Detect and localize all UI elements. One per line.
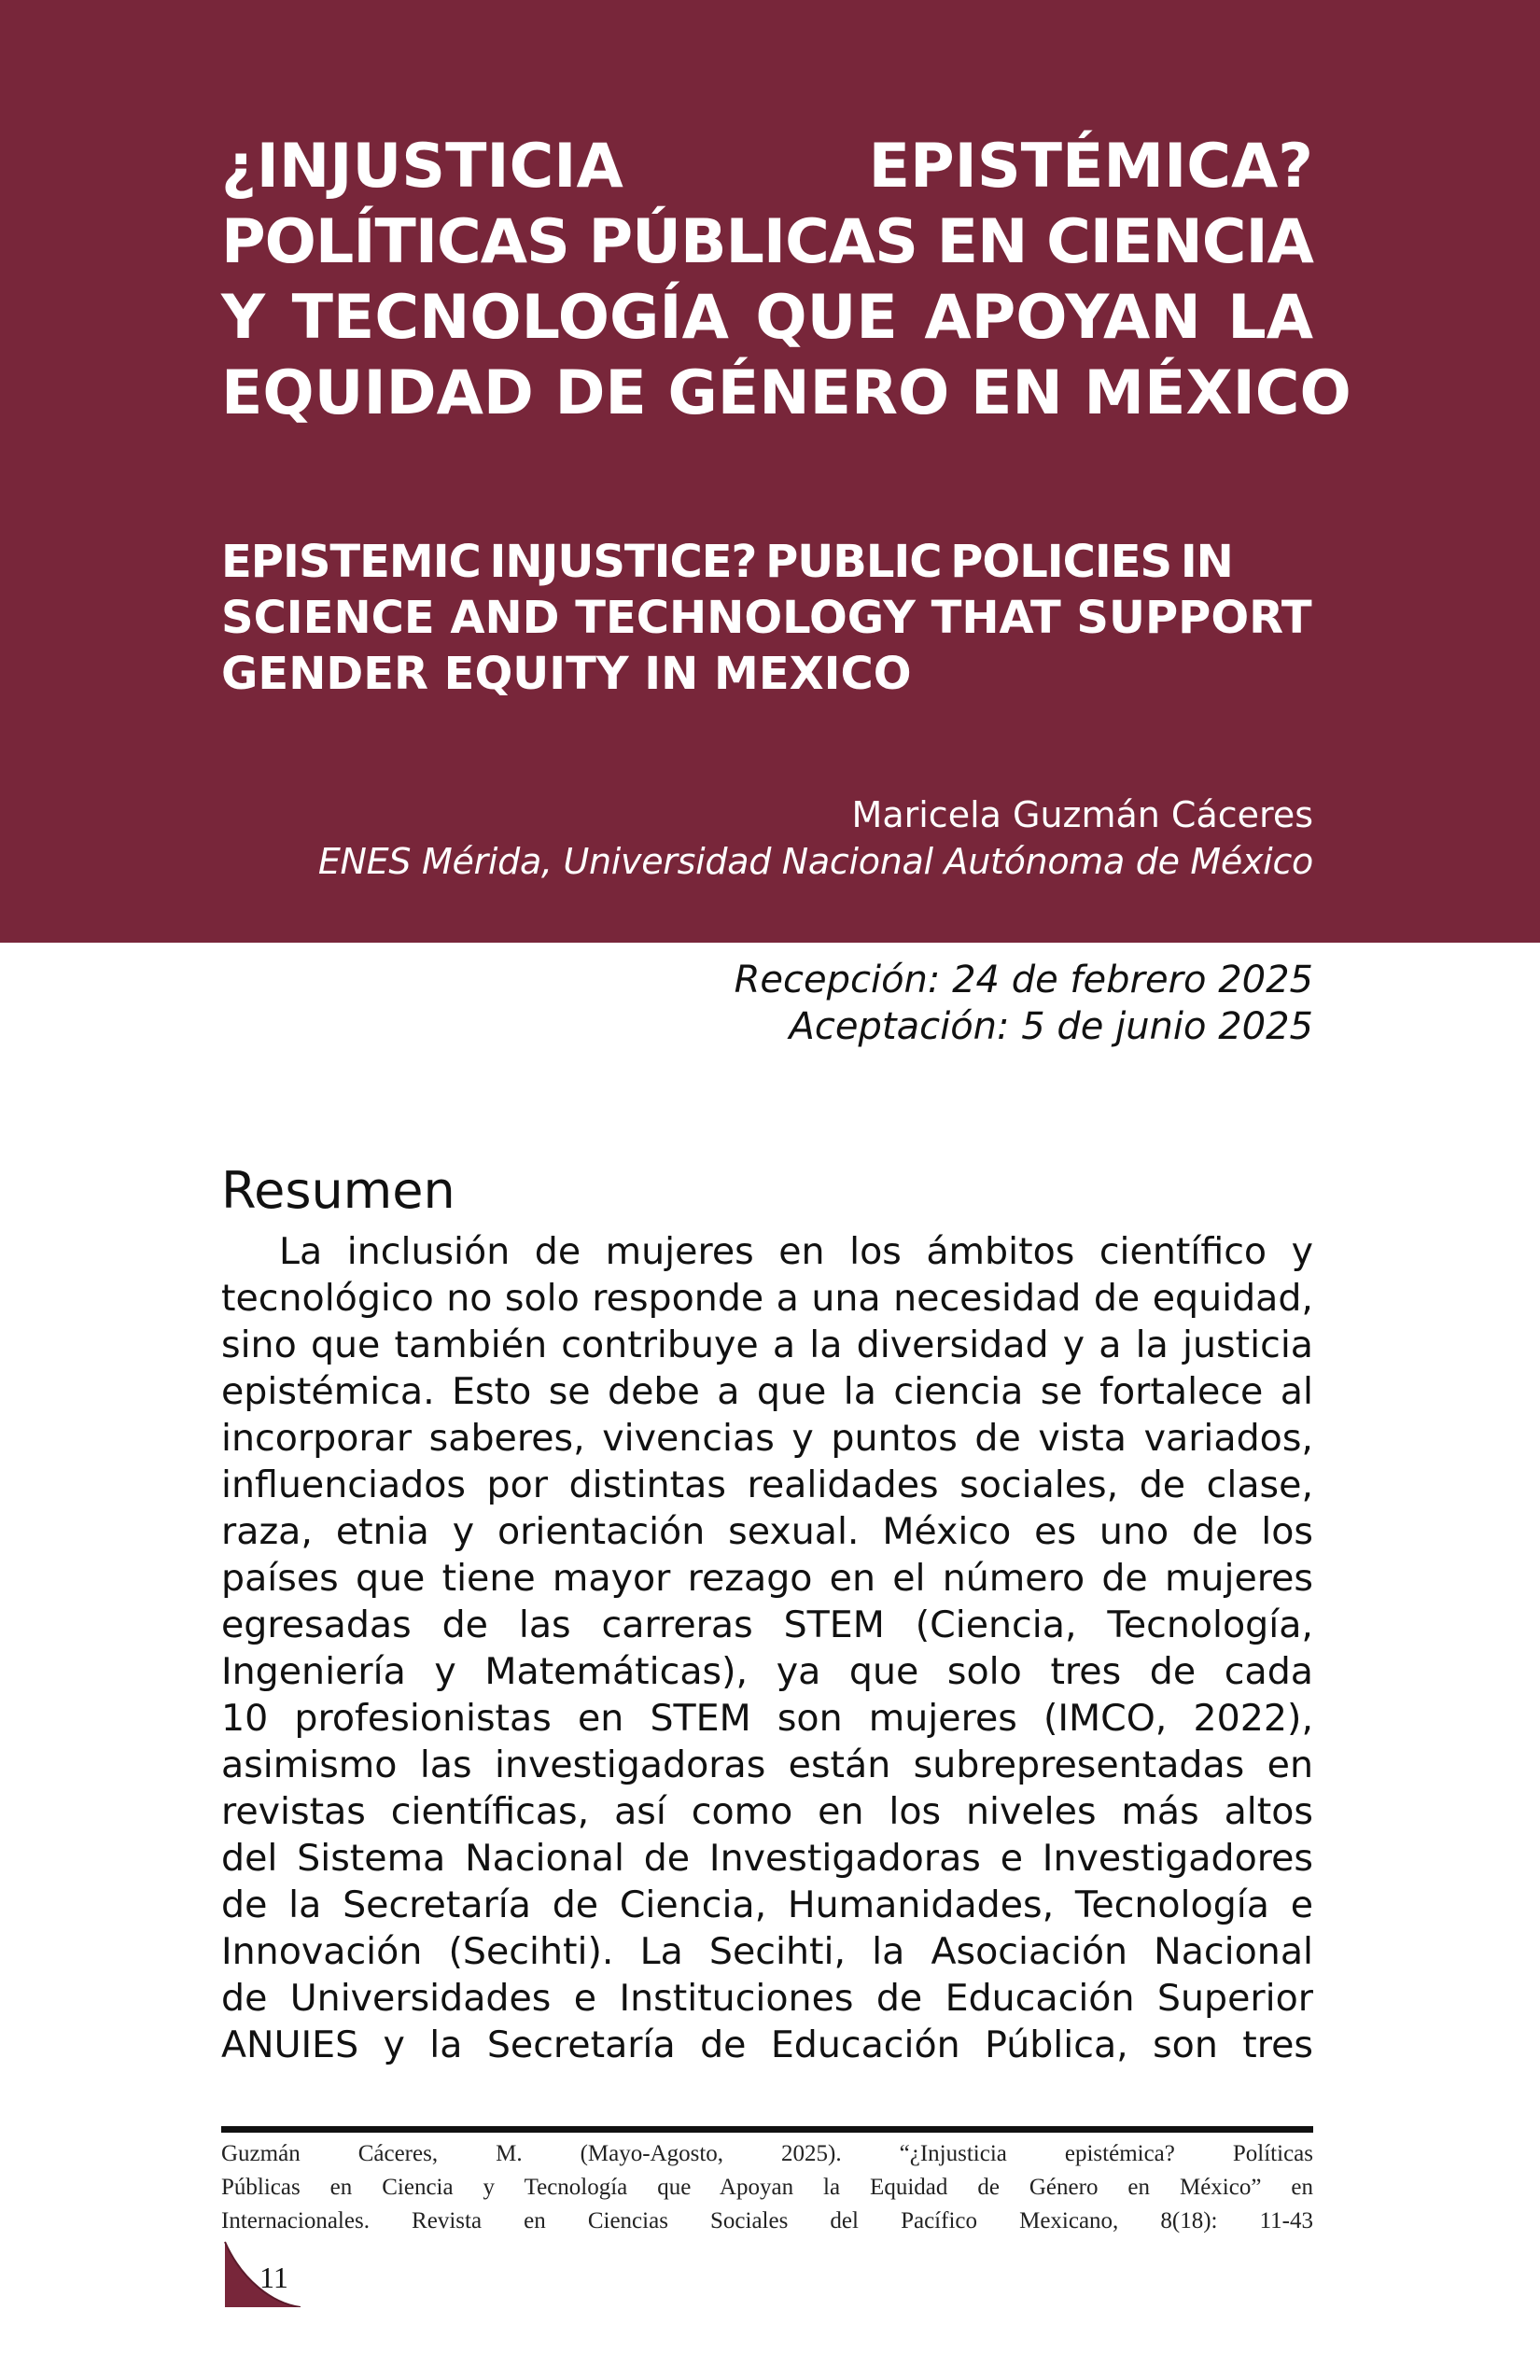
title-en-line-3: GENDER EQUITY IN MEXICO [221, 648, 912, 700]
footer-divider [221, 2126, 1313, 2133]
submission-dates [735, 957, 1313, 1050]
abstract-line: revistas científicas, así como en los niveles más altos [221, 1790, 1313, 1833]
abstract-line: incorporar saberes, vivencias y puntos de vista variados, [221, 1417, 1313, 1460]
abstract-body [221, 1228, 1313, 2068]
abstract-line: sino que también contribuye a la diversidad y a la justicia [221, 1323, 1313, 1366]
author-affiliation: ENES Mérida, Universidad Nacional Autónoma de México [317, 841, 1313, 882]
abstract-heading: Resumen [221, 1161, 455, 1220]
abstract-line: epistémica. Esto se debe a que la ciencia se fortalece al [221, 1370, 1313, 1413]
abstract-line: Innovación (Secihti). La Secihti, la Asociación Nacional [221, 1930, 1313, 1973]
abstract-line: La inclusión de mujeres en los ámbitos científico y [279, 1230, 1313, 1273]
abstract-line: influenciados por distintas realidades sociales, de clase, [221, 1463, 1313, 1506]
citation-line: Guzmán Cáceres, M. (Mayo-Agosto, 2025). “¿Injusticia epistémica? Políticas [221, 2141, 1313, 2166]
author-name: Maricela Guzmán Cáceres [851, 794, 1313, 835]
abstract-line: países que tiene mayor rezago en el número de mujeres [221, 1557, 1313, 1600]
accepted-date: Aceptación: 5 de junio 2025 [789, 1005, 1313, 1048]
title-en-line-1: EPISTEMIC INJUSTICE? PUBLIC POLICIES IN [221, 536, 1233, 588]
title-es-line-3: Y TECNOLOGÍA QUE APOYAN LA [221, 283, 1313, 353]
title-en-line-2: SCIENCE AND TECHNOLOGY THAT SUPPORT [221, 592, 1312, 644]
abstract-line: de la Secretaría de Ciencia, Humanidades, Tecnología e [221, 1883, 1313, 1926]
abstract-line: asimismo las investigadoras están subrepresentadas en [221, 1743, 1313, 1786]
title-es-line-2: POLÍTICAS PÚBLICAS EN CIENCIA [221, 207, 1313, 277]
article-title-spanish [221, 129, 1351, 431]
abstract-line: raza, etnia y orientación sexual. México es uno de los [221, 1510, 1313, 1553]
page-number: 11 [259, 2261, 288, 2294]
received-date: Recepción: 24 de febrero 2025 [734, 959, 1313, 1001]
article-title-english [221, 534, 1313, 702]
abstract-line: 10 profesionistas en STEM son mujeres (IMCO, 2022), [221, 1697, 1313, 1740]
abstract-line: tecnológico no solo responde a una necesidad de equidad, [221, 1277, 1313, 1320]
abstract-line: Ingeniería y Matemáticas), ya que solo tres de cada [221, 1650, 1313, 1693]
citation-line: Internacionales. Revista en Ciencias Sociales del Pacífico Mexicano, 8(18): 11-43 [221, 2208, 1313, 2233]
abstract-line: del Sistema Nacional de Investigadoras e Investigadores [221, 1837, 1313, 1880]
citation-line: Públicas en Ciencia y Tecnología que Apoyan la Equidad de Género en México” en [221, 2175, 1313, 2200]
title-es-line-1: ¿INJUSTICIA EPISTÉMICA? [221, 132, 1313, 202]
abstract-line: de Universidades e Instituciones de Educación Superior [221, 1977, 1313, 2020]
title-es-line-4: EQUIDAD DE GÉNERO EN MÉXICO [221, 358, 1351, 428]
abstract-line: egresadas de las carreras STEM (Ciencia, Tecnología, [221, 1603, 1313, 1646]
abstract-line: ANUIES y la Secretaría de Educación Pública, son tres [221, 2023, 1313, 2066]
citation-footnote [221, 2137, 1313, 2238]
